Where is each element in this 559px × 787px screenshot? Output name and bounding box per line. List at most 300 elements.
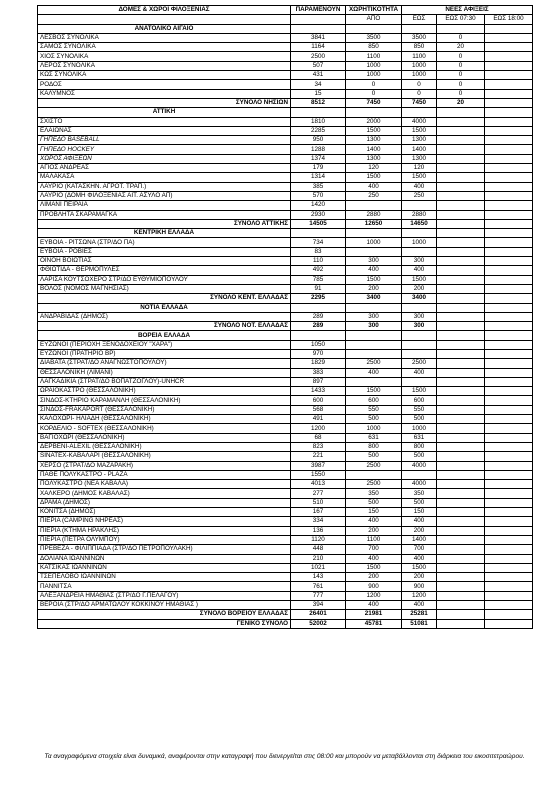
subheader-until-1800: ΕΩΣ 18:00 (485, 15, 533, 24)
capacity-from-cell: 300 (346, 257, 402, 266)
arrivals-1800-cell (485, 610, 533, 619)
remaining-cell: 2500 (291, 52, 346, 61)
arrivals-1800-cell (485, 238, 533, 247)
capacity-from-cell: 0 (346, 80, 402, 89)
facility-name: ΛΑΥΡΙΟ (ΔΟΜΗ ΦΙΛΟΞΕΝΙΑΣ ΑΙΤ. ΑΣΥΛΟ ΑΠ) (38, 191, 291, 200)
capacity-until-cell: 1000 (402, 424, 437, 433)
capacity-until-cell: 200 (402, 526, 437, 535)
arrivals-1800-cell (485, 257, 533, 266)
table-row (38, 247, 533, 256)
arrivals-0730-cell (437, 238, 485, 247)
facility-name: ΣΥΝΟΛΟ ΚΕΝΤ. ΕΛΛΑΔΑΣ (38, 294, 291, 303)
capacity-until-cell: 1200 (402, 591, 437, 600)
section-title: ΒΟΡΕΙΑ ΕΛΛΑΔΑ (38, 331, 291, 340)
facility-name: ΧΙΟΣ ΣΥΝΟΛΙΚΑ (38, 52, 291, 61)
capacity-until-cell: 700 (402, 545, 437, 554)
arrivals-1800-cell (485, 508, 533, 517)
arrivals-0730-cell (437, 424, 485, 433)
accommodation-table (37, 5, 533, 629)
capacity-until-cell: 850 (402, 43, 437, 52)
facility-name: ΘΕΣΣΑΛΟΝΙΚΗ (ΛΙΜΑΝΙ) (38, 368, 291, 377)
table-row (38, 266, 533, 275)
arrivals-1800-cell (485, 452, 533, 461)
arrivals-0730-cell (437, 294, 485, 303)
section-title: ΚΕΝΤΡΙΚΗ ΕΛΛΑΔΑ (38, 229, 291, 238)
remaining-cell: 15 (291, 89, 346, 98)
capacity-from-cell: 400 (346, 266, 402, 275)
arrivals-0730-cell (437, 405, 485, 414)
capacity-from-cell: 1000 (346, 238, 402, 247)
remaining-cell: 143 (291, 573, 346, 582)
capacity-from-cell: 631 (346, 433, 402, 442)
facility-name: ΧΕΡΣΟ (ΣΤΡΑΤ/ΔΟ ΜΑΖΑΡΑΚΗ) (38, 461, 291, 470)
remaining-cell: 734 (291, 238, 346, 247)
arrivals-1800-cell (485, 526, 533, 535)
arrivals-0730-cell (437, 619, 485, 628)
remaining-cell: 2285 (291, 126, 346, 135)
facility-name: ΜΑΛΑΚΑΣΑ (38, 173, 291, 182)
table-row (38, 480, 533, 489)
capacity-until-cell: 300 (402, 257, 437, 266)
section-row (38, 108, 533, 117)
capacity-from-cell: 1500 (346, 173, 402, 182)
arrivals-0730-cell (437, 154, 485, 163)
arrivals-0730-cell (437, 415, 485, 424)
facility-name: ΛΑΡΙΣΑ ΚΟΥΤΣΟΧΕΡΟ ΣΤΡ/ΔΟ ΕΥΘΥΜΙΟΠΟΥΛΟΥ (38, 275, 291, 284)
arrivals-1800-cell (485, 601, 533, 610)
table-row (38, 461, 533, 470)
arrivals-0730-cell: 20 (437, 43, 485, 52)
arrivals-1800-cell (485, 201, 533, 210)
arrivals-1800-cell (485, 145, 533, 154)
capacity-from-cell: 2880 (346, 210, 402, 219)
capacity-until-cell: 800 (402, 442, 437, 451)
arrivals-0730-cell (437, 582, 485, 591)
section-row (38, 229, 533, 238)
capacity-from-cell: 900 (346, 582, 402, 591)
arrivals-0730-cell: 20 (437, 98, 485, 107)
capacity-from-cell: 350 (346, 489, 402, 498)
capacity-from-cell: 1500 (346, 563, 402, 572)
remaining-cell: 385 (291, 182, 346, 191)
capacity-from-cell: 400 (346, 368, 402, 377)
table-row (38, 257, 533, 266)
capacity-until-cell: 400 (402, 601, 437, 610)
arrivals-0730-cell: 0 (437, 71, 485, 80)
facility-name: ΕΥΖΩΝΟΙ (ΠΕΡΙΟΧΗ ΞΕΝΟΔΟΧΕΙΟΥ "ΧΑΡΑ") (38, 340, 291, 349)
table-row (38, 136, 533, 145)
remaining-cell: 2295 (291, 294, 346, 303)
facility-name: ΑΝΔΡΑΒΙΔΑΣ (ΔΗΜΟΣ) (38, 312, 291, 321)
capacity-from-cell: 7450 (346, 98, 402, 107)
arrivals-1800-cell (485, 545, 533, 554)
remaining-cell: 68 (291, 433, 346, 442)
remaining-cell: 4013 (291, 480, 346, 489)
capacity-until-cell: 1500 (402, 387, 437, 396)
capacity-from-cell (346, 470, 402, 479)
arrivals-0730-cell (437, 387, 485, 396)
table-row (38, 126, 533, 135)
capacity-until-cell: 7450 (402, 98, 437, 107)
table-row (38, 43, 533, 52)
table-row (38, 517, 533, 526)
capacity-from-cell: 200 (346, 573, 402, 582)
remaining-cell: 221 (291, 452, 346, 461)
table-row (38, 33, 533, 42)
remaining-cell: 510 (291, 498, 346, 507)
arrivals-1800-cell (485, 322, 533, 331)
capacity-until-cell: 0 (402, 89, 437, 98)
facility-name: ΑΛΕΞΑΝΔΡΕΙΑ ΗΜΑΘΙΑΣ (ΣΤΡ/ΔΟ Γ.ΠΕΛΑΓΟΥ) (38, 591, 291, 600)
arrivals-1800-cell (485, 61, 533, 70)
arrivals-0730-cell (437, 247, 485, 256)
capacity-until-cell: 0 (402, 80, 437, 89)
remaining-cell: 289 (291, 312, 346, 321)
arrivals-1800-cell (485, 284, 533, 293)
arrivals-0730-cell (437, 591, 485, 600)
header-remaining: ΠΑΡΑΜΕΝΟΥΝ (291, 6, 346, 15)
arrivals-0730-cell (437, 349, 485, 358)
capacity-until-cell: 1400 (402, 145, 437, 154)
arrivals-1800-cell (485, 219, 533, 228)
capacity-from-cell: 500 (346, 498, 402, 507)
capacity-until-cell (402, 201, 437, 210)
capacity-from-cell: 150 (346, 508, 402, 517)
total-row (38, 98, 533, 107)
table-row (38, 61, 533, 70)
arrivals-1800-cell (485, 573, 533, 582)
facility-name: ΕΥΒΟΙΑ - ΡΟΒΙΕΣ (38, 247, 291, 256)
arrivals-1800-cell (485, 275, 533, 284)
facility-name: ΣΥΝΟΛΟ ΒΟΡΕΙΟΥ ΕΛΛΑΔΑΣ (38, 610, 291, 619)
arrivals-0730-cell (437, 461, 485, 470)
section-title: ΑΝΑΤΟΛΙΚΟ ΑΙΓΑΙΟ (38, 24, 291, 33)
section-row (38, 24, 533, 33)
capacity-from-cell: 200 (346, 284, 402, 293)
capacity-from-cell: 1000 (346, 61, 402, 70)
table-row (38, 424, 533, 433)
remaining-cell: 26401 (291, 610, 346, 619)
remaining-cell: 950 (291, 136, 346, 145)
facility-name: ΑΓΙΟΣ ΑΝΔΡΕΑΣ (38, 164, 291, 173)
capacity-until-cell (402, 340, 437, 349)
arrivals-0730-cell (437, 201, 485, 210)
header-row (38, 6, 533, 15)
arrivals-1800-cell (485, 377, 533, 386)
header-facilities: ΔΟΜΕΣ & ΧΩΡΟΙ ΦΙΛΟΞΕΝΙΑΣ (38, 6, 291, 15)
facility-name: ΤΣΕΠΕΛΟΒΟ ΙΩΑΝΝΙΝΩΝ (38, 573, 291, 582)
capacity-until-cell: 550 (402, 405, 437, 414)
capacity-from-cell: 600 (346, 396, 402, 405)
total-row (38, 322, 533, 331)
table-row (38, 563, 533, 572)
facility-name: ΚΑΤΣΙΚΑΣ ΙΩΑΝΝΙΝΩΝ (38, 563, 291, 572)
arrivals-0730-cell (437, 545, 485, 554)
arrivals-0730-cell (437, 368, 485, 377)
facility-name: ΒΕΡΟΙΑ (ΣΤΡ/ΔΟ ΑΡΜΑΤΩΛΟΥ ΚΟΚΚΙΝΟΥ ΗΜΑΘΙΑΣ ) (38, 601, 291, 610)
arrivals-0730-cell (437, 359, 485, 368)
remaining-cell: 507 (291, 61, 346, 70)
section-title: ΑΤΤΙΚΗ (38, 108, 291, 117)
facility-name: ΠΙΕΡΙΑ (CAMPING ΝΗΡΕΑΣ) (38, 517, 291, 526)
capacity-from-cell: 1400 (346, 145, 402, 154)
total-row (38, 219, 533, 228)
arrivals-1800-cell (485, 340, 533, 349)
table-row (38, 71, 533, 80)
remaining-cell: 8512 (291, 98, 346, 107)
table-row (38, 52, 533, 61)
subheader-until: ΕΩΣ (402, 15, 437, 24)
capacity-until-cell (402, 247, 437, 256)
arrivals-1800-cell (485, 210, 533, 219)
remaining-cell: 1021 (291, 563, 346, 572)
arrivals-1800-cell (485, 294, 533, 303)
capacity-from-cell: 1000 (346, 71, 402, 80)
arrivals-1800-cell (485, 461, 533, 470)
capacity-until-cell: 4000 (402, 461, 437, 470)
capacity-from-cell: 250 (346, 191, 402, 200)
capacity-until-cell: 25281 (402, 610, 437, 619)
facility-name: ΚΩΣ ΣΥΝΟΛΙΚΑ (38, 71, 291, 80)
facility-name: ΩΡΑΙΟΚΑΣΤΡΟ (ΘΕΣΣΑΛΟΝΙΚΗ) (38, 387, 291, 396)
remaining-cell: 91 (291, 284, 346, 293)
table-row (38, 470, 533, 479)
facility-name: ΛΑΥΡΙΟ (ΚΑΤΑΣΚΗΝ. ΑΓΡΟΤ. ΤΡΑΠ.) (38, 182, 291, 191)
facility-name: SINATEX-ΚΑΒΑΛΑΡΙ (ΘΕΣΣΑΛΟΝΙΚΗ) (38, 452, 291, 461)
table-row (38, 238, 533, 247)
arrivals-0730-cell (437, 377, 485, 386)
capacity-from-cell: 2500 (346, 461, 402, 470)
remaining-cell: 1433 (291, 387, 346, 396)
capacity-until-cell: 631 (402, 433, 437, 442)
capacity-from-cell: 400 (346, 182, 402, 191)
arrivals-1800-cell (485, 498, 533, 507)
arrivals-1800-cell (485, 136, 533, 145)
facility-name: ΡΟΔΟΣ (38, 80, 291, 89)
header-capacity: ΧΩΡΗΤΙΚΟΤΗΤΑ (346, 6, 402, 15)
arrivals-1800-cell (485, 247, 533, 256)
arrivals-1800-cell (485, 405, 533, 414)
remaining-cell: 970 (291, 349, 346, 358)
capacity-from-cell: 300 (346, 312, 402, 321)
table-row (38, 415, 533, 424)
arrivals-0730-cell: 0 (437, 61, 485, 70)
capacity-from-cell: 45781 (346, 619, 402, 628)
remaining-cell: 34 (291, 80, 346, 89)
remaining-cell: 897 (291, 377, 346, 386)
arrivals-0730-cell: 0 (437, 52, 485, 61)
capacity-from-cell: 300 (346, 322, 402, 331)
facility-name: ΣΑΜΟΣ ΣΥΝΟΛΙΚΑ (38, 43, 291, 52)
remaining-cell: 491 (291, 415, 346, 424)
table-row (38, 387, 533, 396)
table-row (38, 340, 533, 349)
remaining-cell: 334 (291, 517, 346, 526)
capacity-until-cell: 400 (402, 368, 437, 377)
table-row (38, 312, 533, 321)
table-row (38, 535, 533, 544)
remaining-cell: 448 (291, 545, 346, 554)
capacity-until-cell: 2500 (402, 359, 437, 368)
arrivals-1800-cell (485, 52, 533, 61)
arrivals-1800-cell (485, 173, 533, 182)
remaining-cell: 136 (291, 526, 346, 535)
remaining-cell: 431 (291, 71, 346, 80)
capacity-from-cell: 2500 (346, 359, 402, 368)
table-row (38, 89, 533, 98)
remaining-cell: 1120 (291, 535, 346, 544)
table-row (38, 191, 533, 200)
facility-name: ΔΟΛΙΑΝΑ ΙΩΑΝΝΙΝΩΝ (38, 554, 291, 563)
arrivals-1800-cell (485, 182, 533, 191)
remaining-cell: 14505 (291, 219, 346, 228)
table-row (38, 154, 533, 163)
capacity-until-cell (402, 349, 437, 358)
arrivals-0730-cell (437, 266, 485, 275)
capacity-until-cell: 500 (402, 498, 437, 507)
capacity-until-cell: 3400 (402, 294, 437, 303)
facility-name: ΕΥΒΟΙΑ - ΡΙΤΣΩΝΑ (ΣΤΡ/ΔΟ ΠΑ) (38, 238, 291, 247)
capacity-until-cell: 1500 (402, 563, 437, 572)
arrivals-1800-cell (485, 535, 533, 544)
arrivals-0730-cell (437, 173, 485, 182)
table-row (38, 201, 533, 210)
table-row (38, 545, 533, 554)
arrivals-1800-cell (485, 71, 533, 80)
arrivals-0730-cell (437, 284, 485, 293)
total-row (38, 294, 533, 303)
subheader-row (38, 15, 533, 24)
arrivals-0730-cell (437, 480, 485, 489)
capacity-until-cell: 350 (402, 489, 437, 498)
arrivals-1800-cell (485, 442, 533, 451)
facility-name: ΠΑΝΝΙΤΣΑ (38, 582, 291, 591)
remaining-cell: 1050 (291, 340, 346, 349)
capacity-from-cell: 21981 (346, 610, 402, 619)
arrivals-1800-cell (485, 359, 533, 368)
remaining-cell: 492 (291, 266, 346, 275)
remaining-cell: 3987 (291, 461, 346, 470)
facility-name: ΠΙΕΡΙΑ (ΚΤΗΜΑ ΗΡΑΚΛΗΣ) (38, 526, 291, 535)
arrivals-0730-cell (437, 498, 485, 507)
capacity-from-cell: 2500 (346, 480, 402, 489)
arrivals-1800-cell (485, 424, 533, 433)
facility-name: ΠΙΕΡΙΑ (ΠΕΤΡΑ ΟΛΥΜΠΟΥ) (38, 535, 291, 544)
facility-name: ΒΑΓΙΟΧΩΡΙ (ΘΕΣΣΑΛΟΝΙΚΗ) (38, 433, 291, 442)
arrivals-1800-cell (485, 368, 533, 377)
remaining-cell: 1200 (291, 424, 346, 433)
table-row (38, 405, 533, 414)
remaining-cell: 167 (291, 508, 346, 517)
arrivals-0730-cell (437, 340, 485, 349)
arrivals-0730-cell (437, 126, 485, 135)
capacity-until-cell: 900 (402, 582, 437, 591)
table-row (38, 452, 533, 461)
arrivals-0730-cell (437, 275, 485, 284)
table-row (38, 526, 533, 535)
arrivals-1800-cell (485, 433, 533, 442)
remaining-cell: 568 (291, 405, 346, 414)
arrivals-1800-cell (485, 619, 533, 628)
remaining-cell: 3841 (291, 33, 346, 42)
arrivals-0730-cell (437, 535, 485, 544)
table-row (38, 377, 533, 386)
table-row (38, 173, 533, 182)
arrivals-1800-cell (485, 126, 533, 135)
remaining-cell: 1420 (291, 201, 346, 210)
facility-name: ΔΕΡΒΕΝΙ-ALEXIL (ΘΕΣΣΑΛΟΝΙΚΗ) (38, 442, 291, 451)
capacity-until-cell: 120 (402, 164, 437, 173)
capacity-from-cell: 850 (346, 43, 402, 52)
capacity-until-cell: 1300 (402, 136, 437, 145)
arrivals-0730-cell (437, 508, 485, 517)
facility-name: ΠΟΛΥΚΑΣΤΡΟ (ΝΕΑ ΚΑΒΑΛΑ) (38, 480, 291, 489)
footnote: Τα αναγραφόμενα στοιχεία είναι δυναμικά, αναφέρονται στην καταγραφή που διενεργείται στις 08:00 και μπορούν να μεταβάλλονται στη διάρκεια του εικοσιτετραώρου. (44, 753, 525, 760)
capacity-from-cell: 120 (346, 164, 402, 173)
capacity-from-cell (346, 377, 402, 386)
arrivals-0730-cell (437, 489, 485, 498)
facility-name: ΓΗΠΕΔΟ HOCKEY (38, 145, 291, 154)
table-row (38, 164, 533, 173)
capacity-from-cell: 0 (346, 89, 402, 98)
arrivals-1800-cell (485, 164, 533, 173)
arrivals-0730-cell (437, 470, 485, 479)
capacity-from-cell: 1100 (346, 535, 402, 544)
remaining-cell: 785 (291, 275, 346, 284)
remaining-cell: 570 (291, 191, 346, 200)
table-row (38, 368, 533, 377)
arrivals-1800-cell (485, 117, 533, 126)
facility-name: ΣΧΙΣΤΟ (38, 117, 291, 126)
arrivals-1800-cell (485, 563, 533, 572)
arrivals-0730-cell: 0 (437, 80, 485, 89)
facility-name: ΓΗΠΕΔΟ BASEBALL (38, 136, 291, 145)
arrivals-1800-cell (485, 470, 533, 479)
arrivals-0730-cell (437, 452, 485, 461)
facility-name: ΔΙΑΒΑΤΑ (ΣΤΡΑΤ/ΔΟ ΑΝΑΓΝΩΣΤΟΠΟΥΛΟΥ) (38, 359, 291, 368)
arrivals-0730-cell: 0 (437, 33, 485, 42)
arrivals-1800-cell (485, 266, 533, 275)
capacity-until-cell: 1500 (402, 173, 437, 182)
facility-name: ΣΥΝΟΛΟ ΝΟΤ. ΕΛΛΑΔΑΣ (38, 322, 291, 331)
table-row (38, 145, 533, 154)
arrivals-1800-cell (485, 387, 533, 396)
arrivals-1800-cell (485, 480, 533, 489)
arrivals-0730-cell (437, 164, 485, 173)
arrivals-1800-cell (485, 80, 533, 89)
arrivals-1800-cell (485, 582, 533, 591)
arrivals-1800-cell (485, 591, 533, 600)
capacity-from-cell: 400 (346, 601, 402, 610)
facility-name: ΕΛΑΙΩΝΑΣ (38, 126, 291, 135)
table-row (38, 508, 533, 517)
capacity-until-cell: 600 (402, 396, 437, 405)
capacity-until-cell: 150 (402, 508, 437, 517)
facility-name: ΒΟΛΟΣ (ΝΟΜΟΣ ΜΑΓΝΗΣΙΑΣ) (38, 284, 291, 293)
capacity-until-cell: 1300 (402, 154, 437, 163)
facility-name: ΣΙΝΔΟΣ-FRAKAPORT (ΘΕΣΣΑΛΟΝΙΚΗ) (38, 405, 291, 414)
capacity-until-cell: 300 (402, 322, 437, 331)
arrivals-0730-cell (437, 554, 485, 563)
capacity-until-cell: 4000 (402, 117, 437, 126)
table-row (38, 284, 533, 293)
facility-name: ΛΙΜΑΝΙ ΠΕΙΡΑΙΑ (38, 201, 291, 210)
remaining-cell: 210 (291, 554, 346, 563)
subheader-from: ΑΠΟ (346, 15, 402, 24)
arrivals-0730-cell (437, 573, 485, 582)
table-row (38, 582, 533, 591)
arrivals-0730-cell (437, 136, 485, 145)
